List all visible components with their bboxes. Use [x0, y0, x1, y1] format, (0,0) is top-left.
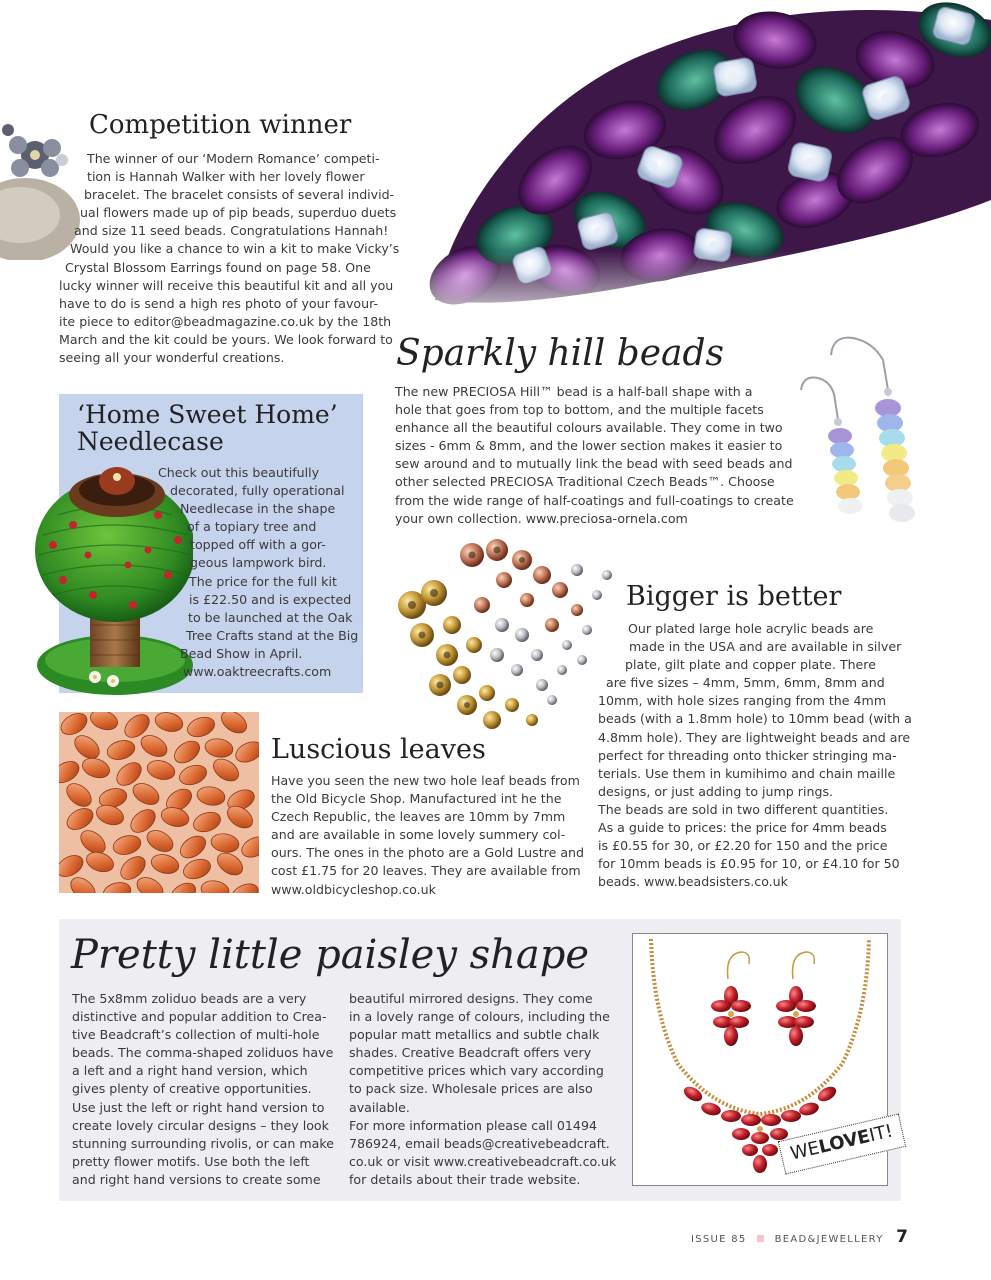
needlecase-text	[150, 464, 360, 681]
paisley-line: create lovely circular designs – they look	[72, 1117, 329, 1133]
competition-line: lucky winner will receive this beautiful kit and all you	[59, 277, 394, 293]
sparkly-line: sew around and to mutually link the bead with seed beads and	[395, 456, 793, 472]
needlecase-line: www.oaktreecrafts.com	[183, 664, 332, 680]
needlecase-title-line1: ‘Home Sweet Home’	[77, 400, 338, 429]
paisley-line: shades. Creative Beadcraft offers very	[349, 1045, 592, 1061]
competition-line: and size 11 seed beads. Congratulations Hannah!	[74, 223, 389, 239]
competition-line: bracelet. The bracelet consists of several individ-	[84, 187, 395, 203]
paisley-line: co.uk or visit www.creativebeadcraft.co.uk	[349, 1153, 617, 1169]
badge-it: IT!	[867, 1120, 895, 1147]
leaves-line: Have you seen the new two hole leaf beads from	[271, 773, 580, 788]
bigger-line: perfect for threading onto thicker stringing ma-	[598, 747, 897, 763]
bigger-line: for 10mm beads is £0.95 for 10, or £4.10 for 50	[598, 856, 900, 872]
paisley-col2	[349, 990, 619, 1189]
leaves-line: Czech Republic, the leaves are 10mm by 7mm	[271, 809, 566, 825]
competition-line: Would you like a chance to win a kit to make Vicky’s	[70, 241, 400, 257]
needlecase-line: Tree Crafts stand at the Big	[186, 627, 359, 643]
competition-text	[0, 150, 400, 367]
bigger-line: designs, or just adding to jump rings.	[598, 783, 834, 799]
needlecase-line: topped off with a gor-	[190, 537, 326, 553]
paisley-line: beads. The comma-shaped zoliduos have	[72, 1045, 334, 1061]
bigger-title: Bigger is better	[626, 581, 842, 612]
competition-line: The winner of our ‘Modern Romance’ competi-	[87, 151, 380, 166]
needlecase-line: Bead Show in April.	[180, 645, 303, 661]
paisley-line: Use just the left or right hand version to	[72, 1099, 325, 1115]
bigger-line: Our plated large hole acrylic beads are	[628, 621, 874, 636]
plated-beads-photo	[392, 535, 622, 740]
needlecase-line: The price for the full kit	[189, 573, 337, 589]
paisley-line: to pack size. Wholesale prices are also	[349, 1081, 593, 1097]
competition-line: seeing all your wonderful creations.	[59, 350, 285, 366]
sparkly-line: The new PRECIOSA Hill™ bead is a half-ball shape with a	[395, 384, 753, 399]
paisley-line: and right hand versions to create some	[72, 1171, 321, 1187]
bigger-line: 4.8mm hole). They are lightweight beads and are	[598, 729, 911, 745]
paisley-line: distinctive and popular addition to Crea-	[72, 1009, 327, 1025]
competition-line: ual flowers made up of pip beads, superduo duets	[80, 205, 397, 221]
leaves-line: and are available in some lovely summery col-	[271, 827, 566, 843]
sparkly-line: from the wide range of half-coatings and full-coatings to create	[395, 492, 794, 508]
paisley-line: The 5x8mm zoliduo beads are a very	[72, 991, 307, 1006]
competition-line: March and the kit could be yours. We look forward to	[59, 331, 393, 347]
rainbow-earrings-photo	[793, 330, 933, 545]
paisley-line: 786924, email beads@creativebeadcraft.	[349, 1135, 610, 1151]
footer-page-number: 7	[896, 1227, 908, 1247]
leaves-line: the Old Bicycle Shop. Manufactured int he the	[271, 791, 562, 807]
sparkly-title: Sparkly hill beads	[396, 333, 724, 374]
bigger-line: are five sizes – 4mm, 5mm, 6mm, 8mm and	[606, 675, 885, 691]
leaves-text	[271, 772, 591, 899]
paisley-line: gives plenty of creative opportunities.	[72, 1081, 312, 1097]
paisley-line: popular matt metallics and subtle chalk	[349, 1027, 600, 1043]
needlecase-line: decorated, fully operational	[170, 483, 345, 499]
bigger-line: beads (with a 1.8mm hole) to 10mm bead (with a	[598, 711, 912, 727]
bigger-line: The beads are sold in two different quantities.	[598, 801, 889, 817]
paisley-line: a left and a right hand version, which	[72, 1063, 308, 1079]
sparkly-text	[395, 383, 795, 528]
paisley-line: stunning surrounding rivolis, or can make	[72, 1135, 334, 1151]
sparkly-line: sizes - 6mm & 8mm, and the lower section makes it easier to	[395, 438, 783, 454]
needlecase-title-line2: Needlecase	[77, 427, 224, 456]
bigger-line: 10mm, with hole sizes ranging from the 4mm	[598, 693, 887, 709]
bigger-text	[598, 620, 912, 891]
bigger-line: beads. www.beadsisters.co.uk	[598, 874, 788, 890]
bigger-line: plate, gilt plate and copper plate. There	[625, 657, 876, 673]
leaf-beads-photo	[59, 712, 259, 893]
paisley-line: beautiful mirrored designs. They come	[349, 991, 593, 1006]
paisley-line: available.	[349, 1099, 410, 1115]
paisley-line: pretty flower motifs. Use both the left	[72, 1153, 310, 1169]
leaves-line: www.oldbicycleshop.co.uk	[271, 881, 436, 897]
competition-line: ite piece to editor@beadmagazine.co.uk by the 18th	[59, 313, 392, 329]
competition-title: Competition winner	[89, 110, 352, 140]
badge-we: WE	[788, 1137, 822, 1165]
competition-line: have to do is send a high res photo of your favour-	[59, 295, 378, 311]
footer-separator	[757, 1235, 764, 1242]
flower-bracelet-photo	[395, 0, 991, 335]
bigger-line: is £0.55 for 30, or £2.20 for 150 and the price	[598, 838, 888, 854]
page-footer	[691, 1227, 908, 1247]
needlecase-line: of a topiary tree and	[187, 519, 317, 535]
sparkly-line: hole that goes from top to bottom, and the multiple facets	[395, 402, 764, 418]
footer-magazine: BEAD&JEWELLERY	[774, 1234, 884, 1245]
paisley-line: for details about their trade website.	[349, 1171, 581, 1187]
needlecase-line: Needlecase in the shape	[180, 501, 336, 517]
footer-issue: ISSUE 85	[691, 1234, 747, 1245]
needlecase-line: geous lampwork bird.	[190, 555, 327, 571]
bigger-line: terials. Use them in kumihimo and chain maille	[598, 765, 896, 781]
needlecase-line: to be launched at the Oak	[188, 609, 353, 625]
badge-love: LOVE	[816, 1125, 873, 1158]
competition-line: Crystal Blossom Earrings found on page 58. One	[65, 259, 371, 275]
sparkly-line: other selected PRECIOSA Traditional Czech Beads™. Choose	[395, 474, 775, 490]
sparkly-line: enhance all the beautiful colours available. They come in two	[395, 420, 783, 436]
sparkly-line: your own collection. www.preciosa-ornela.com	[395, 510, 688, 526]
paisley-line: For more information please call 01494	[349, 1117, 597, 1133]
paisley-line: in a lovely range of colours, including the	[349, 1009, 610, 1025]
leaves-line: ours. The ones in the photo are a Gold Lustre and	[271, 845, 585, 861]
leaves-title: Luscious leaves	[271, 734, 486, 765]
paisley-line: tive Beadcraft’s collection of multi-hole	[72, 1027, 320, 1043]
needlecase-title	[77, 401, 338, 455]
paisley-title: Pretty little paisley shape	[71, 932, 590, 978]
leaves-line: cost £1.75 for 20 leaves. They are available from	[271, 863, 581, 879]
competition-line: tion is Hannah Walker with her lovely flower	[87, 169, 365, 185]
bigger-line: As a guide to prices: the price for 4mm beads	[598, 820, 887, 836]
paisley-col1	[72, 990, 342, 1189]
bigger-line: made in the USA and are available in silver	[629, 639, 902, 655]
paisley-line: competitive prices which vary according	[349, 1063, 604, 1079]
needlecase-line: Check out this beautifully	[158, 465, 320, 480]
needlecase-line: is £22.50 and is expected	[189, 591, 352, 607]
